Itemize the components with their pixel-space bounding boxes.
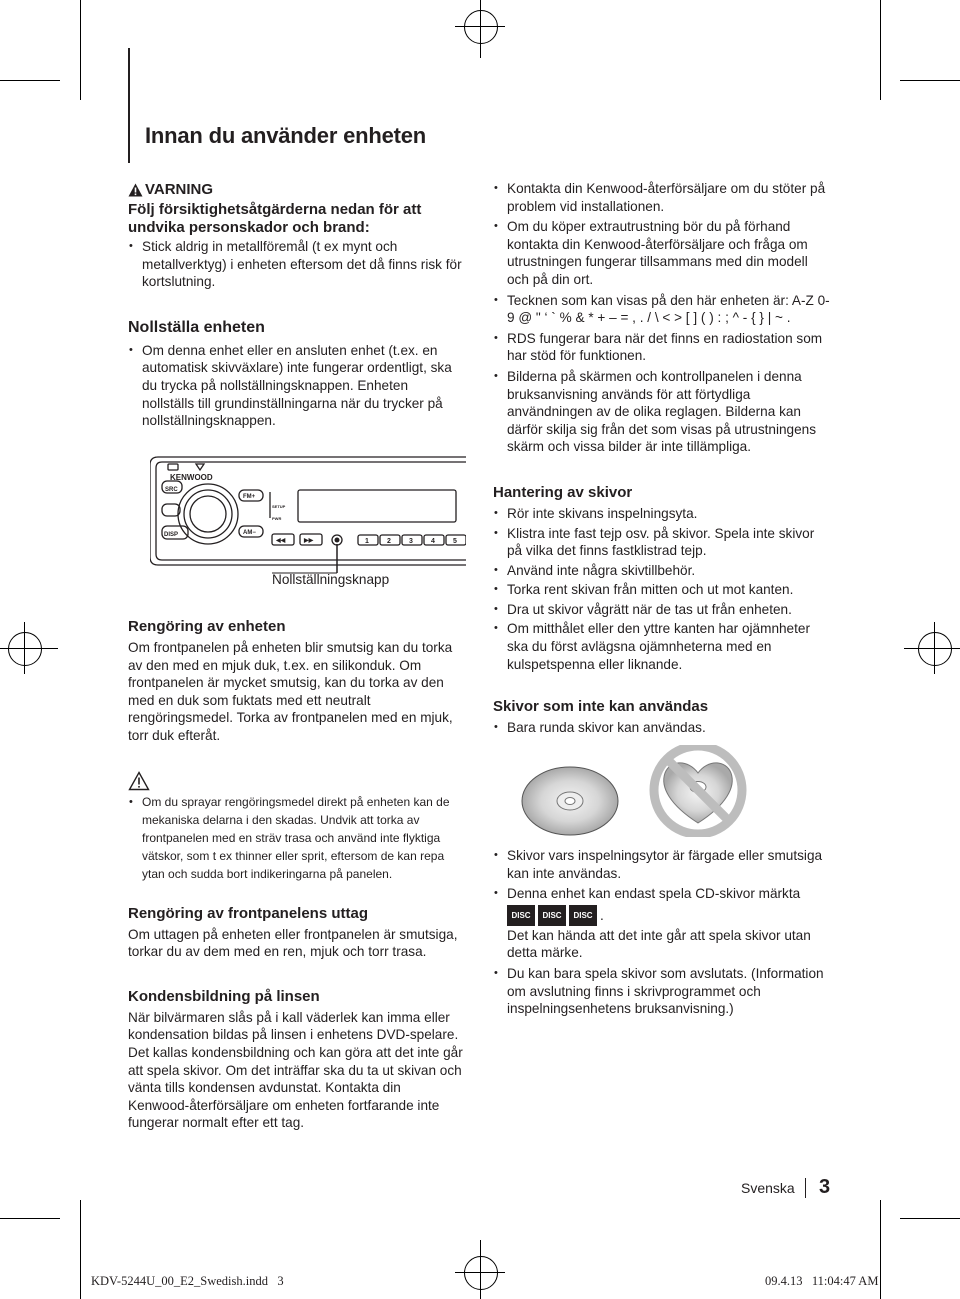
clean-heading: Rengöring av enheten (128, 618, 286, 635)
disc-heading: Hantering av skivor (493, 483, 633, 501)
registration-mark (8, 632, 42, 666)
list-item: • Torka rent skivan från mitten och ut mot kanten. (493, 581, 833, 599)
caution-triangle-icon (128, 771, 150, 791)
device-brand: KENWOOD (170, 473, 213, 482)
list-item: • Kontakta din Kenwood-återförsäljare om du stöter på problem vid installationen. (493, 180, 833, 215)
left-column-top (128, 181, 463, 430)
cd-logo-icon: DISC (507, 905, 535, 926)
cd-logo-icon: DISC (569, 905, 597, 926)
src-label: SRC (165, 487, 178, 493)
cd-logo-text: Denna enhet kan endast spela CD-skivor märkta (507, 886, 801, 902)
prev-label: ◀◀ (276, 538, 286, 544)
footer-page-number: 3 (819, 1176, 831, 1198)
crop-mark (0, 648, 58, 649)
reset-button-caption: Nollställningsknapp (272, 572, 390, 587)
crop-mark (900, 1218, 960, 1219)
list-item: • Du kan bara spela skivor som avslutats. (Information om avslutning finns i skrivprogrammet och inspelningsenhetens bruksanvisning.) (493, 965, 833, 1018)
crop-mark (455, 1272, 505, 1273)
clean-text: Om frontpanelen på enheten blir smutsig kan du torka av den med en mjuk duk, t.ex. en silikonduk. Om frontpanelen är mycket smutsig, kan du torka av den med en duk som fuktats med ett neutralt rengöringsmedel. Torka av frontpanelen med en mjuk, torr duk efteråt. (128, 640, 453, 743)
list-item: • Om du sprayar rengöringsmedel direkt på enheten kan de mekaniska delarna i den skadas. Undvik att torka av frontpanelen med en sträv trasa och använd inte flyktiga vätskor, som t ex thinner eller sprit, eftersom de kan repa ytan och sudda bort indikeringarna på panelen. (128, 793, 460, 883)
preset-label: 4 (431, 538, 435, 545)
list-item: • Rör inte skivans inspelningsyta. (493, 505, 833, 523)
list-item: • Klistra inte fast tejp osv. på skivor. Spela inte skivor på vilka det finns fastklistrad tejp. (493, 525, 833, 560)
car-stereo-drawing (150, 452, 466, 577)
registration-mark (464, 10, 498, 44)
preset-label: 1 (365, 538, 369, 545)
crop-mark (80, 0, 81, 100)
list-item: • Bilderna på skärmen och kontrollpanelen i denna bruksanvisning används för att förtydliga användningen av de olika reglagen. Bilderna kan därför skilja sig från det som visas på utrustningens skärm och vissa bilder är inte tillämpliga. (493, 368, 833, 456)
list-item (493, 885, 833, 962)
crop-mark (24, 622, 25, 674)
disc-drawing (520, 745, 750, 837)
footer-divider (805, 1178, 806, 1198)
cd-logos: DISC DISC DISC . (507, 905, 833, 926)
cd-logo-note: Det kan hända att det inte går att spela skivor utan detta märke. (507, 927, 811, 961)
footer-language: Svenska (741, 1180, 795, 1196)
am-label: AM− (243, 530, 256, 536)
list-item: • Dra ut skivor vågrätt när de tas ut från enheten. (493, 601, 833, 619)
next-label: ▶▶ (304, 538, 314, 544)
footer-file-name: KDV-5244U_00_E2_Swedish.indd 3 (91, 1274, 284, 1288)
crop-mark (0, 80, 60, 81)
disc-handling-list (493, 505, 833, 673)
unusable-list (493, 719, 833, 737)
warning-triangle-icon (128, 183, 143, 197)
list-item: • Om du köper extrautrustning bör du på förhand kontakta din Kenwood-återförsäljare och fråga om utrustningen fungerar tillsammans med din modell och på din ort. (493, 218, 833, 288)
reset-list (128, 342, 463, 430)
right-column-top (493, 180, 833, 737)
page-title: Innan du använder enheten (145, 123, 427, 148)
crop-mark (934, 622, 935, 674)
list-item: • Skivor vars inspelningsytor är färgade eller smutsiga kan inte användas. (493, 847, 833, 882)
footer-timestamp: 09.4.13 11:04:47 AM (765, 1274, 879, 1288)
condensation-heading: Kondensbildning på linsen (128, 987, 320, 1005)
disc-illustrations (520, 745, 750, 837)
pwr-label: PWR (272, 516, 282, 521)
right-column-bottom (493, 847, 833, 1018)
car-stereo-illustration (150, 452, 466, 577)
list-item: • Om denna enhet eller en ansluten enhet (t.ex. en automatisk skivväxlare) inte fungerar ordentligt, ska du trycka på nollställningsknappen. Enheten nollställs till grundinställningarna när du trycker på nollställningsknappen. (128, 342, 463, 430)
crop-mark (80, 1200, 81, 1299)
list-item: • RDS fungerar bara när det finns en radiostation som har stöd för funktionen. (493, 330, 833, 365)
preset-label: 5 (453, 538, 457, 545)
general-notes-list (493, 180, 833, 456)
crop-mark (880, 0, 881, 100)
preset-label: 3 (409, 538, 413, 545)
list-item: • Tecknen som kan visas på den här enheten är: A-Z 0-9 @ " ‘ ` % & * + – = , . / \ < > [ ] ( ) : ; ^ - { } | ~ . (493, 292, 833, 327)
crop-mark (455, 26, 505, 27)
list-item: • Om mitthålet eller den yttre kanten har ojämnheter ska du först avlägsna ojämnheterna med en kulspetspenna eller liknande. (493, 620, 833, 673)
preset-label: 2 (387, 538, 391, 545)
crop-mark (900, 80, 960, 81)
fm-label: FM+ (243, 494, 256, 500)
list-item: • Använd inte några skivtillbehör. (493, 562, 833, 580)
list-item: • Bara runda skivor kan användas. (493, 719, 833, 737)
caution-list (128, 793, 464, 883)
disc-compat-list (493, 847, 833, 1018)
crop-mark (880, 1200, 881, 1299)
connector-text: Om uttagen på enheten eller frontpanelen är smutsiga, torkar du av dem med en ren, mjuk och torr trasa. (128, 926, 458, 960)
crop-mark (0, 1218, 60, 1219)
warning-title (128, 181, 463, 199)
warning-list (128, 238, 463, 291)
setup-label: SETUP (272, 504, 286, 509)
reset-heading: Nollställa enheten (128, 318, 265, 336)
warning-heading: Följ försiktighetsåtgärderna nedan för att undvika personskador och brand: (128, 201, 422, 236)
registration-mark (464, 1256, 498, 1290)
crop-mark (904, 648, 960, 649)
registration-mark (918, 632, 952, 666)
left-column-bottom (128, 618, 464, 1132)
warning-label: VARNING (145, 181, 214, 198)
condensation-text: När bilvärmaren slås på i kall väderlek kan imma eller kondensation bildas på linsen i enhetens DVD-spelare. Det kallas kondensbildning och kan göra att det inte går att spela skivor. Om det inträffar ska du ta ut skivan och vänta tills kondensen avdunstat. Kontakta din Kenwood-återförsäljare om enheten fortfarande inte fungerar normalt efter ett tag. (128, 1009, 463, 1131)
connector-heading: Rengöring av frontpanelens uttag (128, 904, 369, 922)
title-bar (128, 48, 130, 163)
unusable-heading: Skivor som inte kan användas (493, 698, 709, 716)
disp-label: DISP (164, 532, 179, 538)
list-item: • Stick aldrig in metallföremål (t ex mynt och metallverktyg) i enheten eftersom det då finns risk för kortslutning. (128, 238, 462, 291)
cd-logo-icon: DISC (538, 905, 566, 926)
